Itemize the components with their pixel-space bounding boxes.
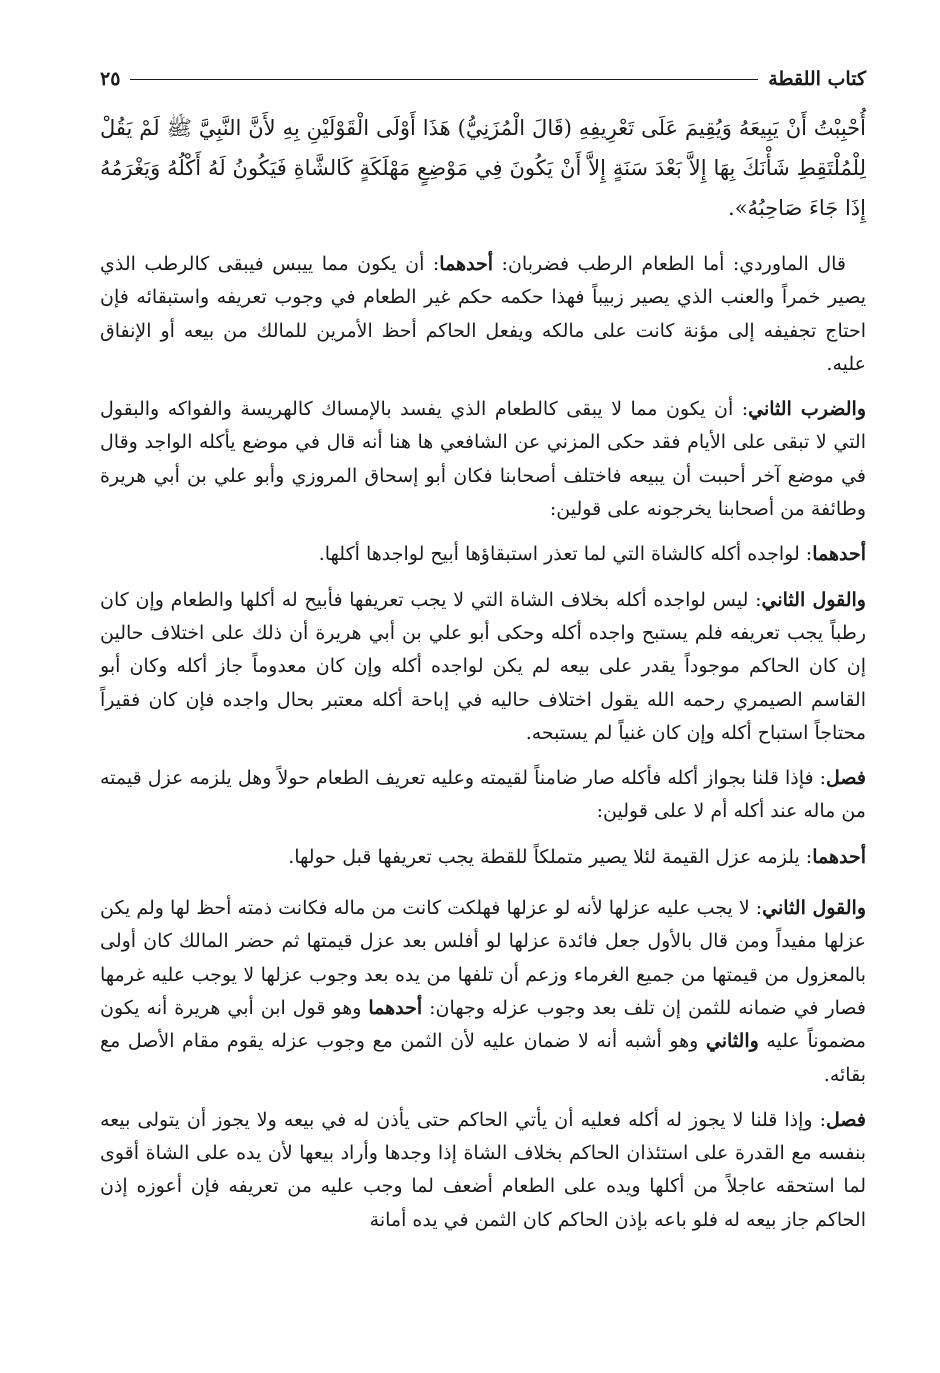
paragraph-lead: أحدهما — [439, 253, 494, 275]
paragraph-lead: أحدهما — [812, 845, 866, 868]
paragraph-text: : يلزمه عزل القيمة لئلا يصير متملكاً للقطة يجب تعريفها قبل حولها. — [288, 845, 813, 868]
paragraph-text: : أن يكون مما ييبس فيبقى كالرطب الذي يصير خمراً والعنب الذي يصير زبيباً فهذا حكمه حكم غير الطعام في وجوب تعريفه واستبقائه فإن احتاج تجفيفه إلى مؤنة كانت على مالكه ويفعل الحاكم أحظ الأمرين للمالك من بيعه أو الإنفاق عليه. — [100, 253, 866, 375]
paragraph-7 — [100, 892, 866, 1092]
chapter-title: كتاب اللقطة — [768, 68, 866, 90]
paragraph-text: : أن يكون مما لا يبقى كالطعام الذي يفسد بالإمساك كالهريسة والفواكه والبقول التي لا تبقى على الأيام فقد حكى المزني عن الشافعي ها هنا أنه قال في موضع يأكله الواجد وقال في موضع آخر أحببت أن يبيعه فاختلف أصحابنا فكان أبو إسحاق المروزي وأبو علي بن أبي هريرة وطائفة من أصحابنا يخرجونه على قولين: — [100, 398, 866, 521]
paragraph-lead: أحدهما — [368, 996, 423, 1019]
page-header — [100, 62, 866, 96]
paragraph-lead: فصل — [826, 767, 866, 790]
paragraph-text: : لا يجب عليه عزلها لأنه لو عزلها فهلكت كانت من ماله فكانت ذمته أحظ لها ولم يكن عزلها مفيداً ومن قال بالأول جعل فائدة عزلها لو أفلس بعد عزل قيمتها ثم حضر المالك كان أولى بالمعزول من قيمتها من جميع الغرماء وزعم أن تلفها من يده بعد وجوب عزلها لا يوجب عليه غرمها فصار في ضمانه للثمن إن تلف بعد وجوب عزله وجهان: — [100, 897, 866, 1019]
paragraph-lead: والقول الثاني — [761, 588, 866, 611]
paragraph-lead: والثاني — [705, 1030, 759, 1053]
paragraph-text: قال الماوردي: أما الطعام الرطب فضربان: — [493, 253, 846, 275]
paragraph-text: وهو قول ابن أبي هريرة أنه يكون مضموناً عليه — [100, 996, 866, 1053]
paragraph-1 — [100, 248, 866, 381]
paragraph-text: : فإذا قلنا بجواز أكله فأكله صار ضامناً لقيمته وعليه تعريف الطعام حولاً وهل يلزمه عزل قيمته من ماله عند أكله أم لا على قولين: — [99, 767, 866, 823]
paragraph-3 — [100, 538, 866, 571]
header-rule — [130, 79, 758, 80]
paragraph-text: : وإذا قلنا لا يجوز له أكله فعليه أن يأتي الحاكم حتى يأذن له في بيعه ولا يجوز أن يتولى بيعه بنفسه مع القدرة على استئذان الحاكم بخلاف الشاة إذا وجدها وأراد بيعها لأن يده على الشاة أقوى لما استحقه عاجلاً من أكلها ويده على الطعام أضعف لما وجب عليه من تعريفه فإن أعوزه إذن الحاكم جاز بيعه له فلو باعه بإذن الحاكم كان الثمن في يده أمانة — [100, 1108, 866, 1231]
paragraph-6 — [100, 841, 866, 874]
paragraph-2 — [100, 393, 866, 526]
paragraph-8 — [100, 1104, 866, 1237]
paragraph-lead: والضرب الثاني — [748, 398, 866, 421]
book-page — [100, 62, 866, 1249]
paragraph-text: وهو أشبه أنه لا ضمان عليه لأن الثمن مع وجوب عزله يقوم مقام الأصل مع بقائه. — [100, 1030, 866, 1086]
paragraph-lead: فصل — [826, 1108, 866, 1131]
paragraph-5 — [100, 762, 866, 829]
paragraph-text: : لواجده أكله كالشاة التي لما تعذر استبقاؤها أبيح لواجدها أكلها. — [318, 543, 813, 566]
paragraph-4 — [100, 584, 866, 750]
paragraph-text: : ليس لواجده أكله بخلاف الشاة التي لا يجب تعريفها فأبيح له أكلها والطعام وإن كان رطباً يجب تعريفه فلم يستبح واجده أكله وحكى أبو علي بن أبي هريرة أن ذلك على اختلاف حالين إن كان الحاكم موجوداً يقدر على بيعه لم يكن لواجده أكله وإن كان معدوماً جاز أكله وكان أبو القاسم الصيمري رحمه الله يقول اختلاف حاليه في إباحة أكله معتبر بحال واجده فإن كان فقيراً محتاجاً استباح أكله وإن كان غنياً لم يستبحه. — [100, 588, 866, 744]
paragraph-lead: والقول الثاني — [762, 897, 866, 920]
paragraph-lead: أحدهما — [812, 543, 866, 566]
quoted-text: أُحْبِبْتُ أَنْ يَبِيعَهُ وَيُقِيمَ عَلَى تَعْرِيفِهِ (قَالَ الْمُزَنِيُّ) هَذَا أَوْلَى الْقَوْلَيْنِ بِهِ لأَنَّ النَّبِيَّ ﷺ لَمْ يَقُلْ لِلْمُلْتَقِطِ شَأْنَكَ بِهَا إِلاَّ بَعْدَ سَنَةٍ إِلاَّ أَنْ يَكُونَ فِي مَوْضِعٍ مَهْلَكَةٍ كَالشَّاةِ فَيَكُونُ لَهُ أَكْلُهُ وَيَغْرَمُهُ إِذَا جَاءَ صَاحِبُهُ». — [100, 116, 866, 220]
page-number: ٢٥ — [100, 68, 121, 90]
